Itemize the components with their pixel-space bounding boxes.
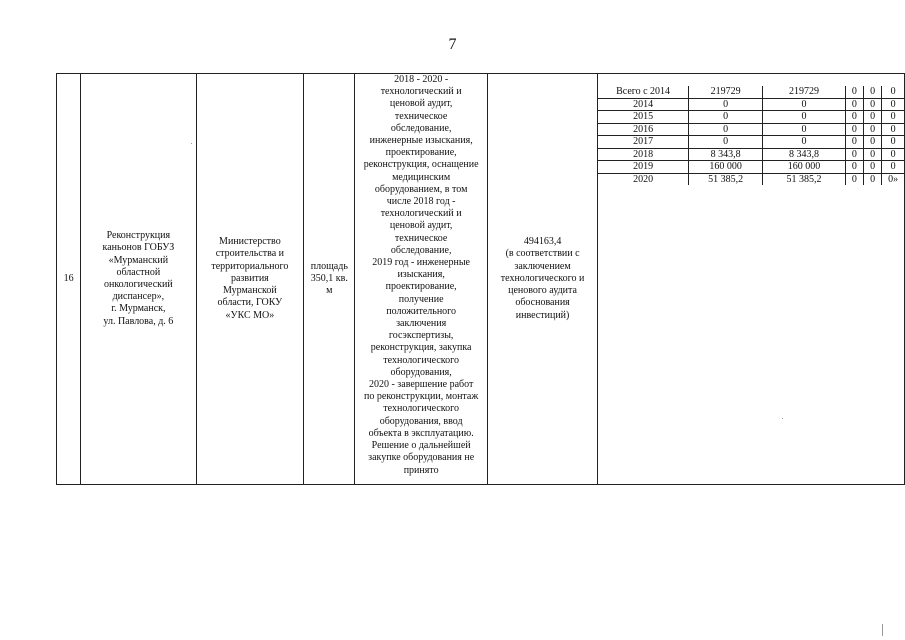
fin-year: 2020 [598, 173, 688, 185]
fin-year: 2018 [598, 148, 688, 161]
fin-col-3: 0 [882, 161, 904, 174]
fin-total: 8 343,8 [688, 148, 762, 161]
financing-table [598, 86, 904, 185]
row-number: 16 [57, 74, 81, 485]
financing-row [598, 173, 904, 185]
fin-col-2: 0 [863, 161, 881, 174]
work-stages-cell: 2018 - 2020 - технологический и ценовой аудит, техническое обследование, инженерные изыскания, проектирование, реконструкция, оснащение медицинским оборудованием, в том числе 2018 год - технологический и ценовой аудит, техническое обследование, 2019 год - инженерные изыскания, проектирование, получение положительного заключения госэкспертизы, реконструкция, закупка технологического оборудования, 2020 - завершение работ по реконструкции, монтаж технологического оборудования, ввод объекта в эксплуатацию. Решение о дальнейшей закупке оборудования не принято [355, 74, 487, 485]
fin-regional: 0 [763, 98, 845, 111]
fin-year: 2017 [598, 136, 688, 149]
financing-row [598, 98, 904, 111]
fin-regional: 51 385,2 [763, 173, 845, 185]
capacity-cell: площадь 350,1 кв. м [304, 74, 355, 485]
page-number: 7 [448, 36, 457, 53]
fin-total: 160 000 [688, 161, 762, 174]
fin-col-2: 0 [863, 136, 881, 149]
financing-row [598, 86, 904, 98]
fin-total: 51 385,2 [688, 173, 762, 185]
fin-col-3: 0» [882, 173, 904, 185]
fin-col-2: 0 [863, 98, 881, 111]
fin-regional: 160 000 [763, 161, 845, 174]
fin-total: 0 [688, 111, 762, 124]
fin-total: 0 [688, 123, 762, 136]
fin-col-3: 0 [882, 111, 904, 124]
fin-col-2: 0 [863, 148, 881, 161]
fin-col-3: 0 [882, 136, 904, 149]
fin-col-3: 0 [882, 86, 904, 98]
fin-col-1: 0 [845, 86, 863, 98]
fin-total: 219729 [688, 86, 762, 98]
fin-regional: 8 343,8 [763, 148, 845, 161]
fin-col-2: 0 [863, 86, 881, 98]
fin-col-3: 0 [882, 123, 904, 136]
fin-col-1: 0 [845, 111, 863, 124]
customer-cell: Министерство строительства и территориального развития Мурманской области, ГОКУ «УКС МО» [196, 74, 304, 485]
financing-cell [598, 74, 905, 485]
fin-col-1: 0 [845, 173, 863, 185]
scan-mark [882, 624, 883, 636]
financing-row [598, 136, 904, 149]
fin-col-1: 0 [845, 123, 863, 136]
fin-total: 0 [688, 98, 762, 111]
fin-regional: 0 [763, 136, 845, 149]
fin-col-3: 0 [882, 148, 904, 161]
fin-regional: 0 [763, 123, 845, 136]
scan-mark [191, 143, 192, 144]
financing-row [598, 161, 904, 174]
estimated-cost-cell: 494163,4 (в соответствии с заключением технологического и ценового аудита обоснования инвестиций) [487, 74, 597, 485]
fin-col-1: 0 [845, 136, 863, 149]
fin-regional: 219729 [763, 86, 845, 98]
fin-year: 2019 [598, 161, 688, 174]
fin-col-1: 0 [845, 98, 863, 111]
table-row [57, 74, 905, 485]
financing-row [598, 123, 904, 136]
fin-regional: 0 [763, 111, 845, 124]
fin-col-1: 0 [845, 161, 863, 174]
fin-col-1: 0 [845, 148, 863, 161]
scan-mark [782, 418, 783, 419]
fin-col-2: 0 [863, 173, 881, 185]
fin-col-3: 0 [882, 98, 904, 111]
fin-total: 0 [688, 136, 762, 149]
fin-col-2: 0 [863, 123, 881, 136]
financing-row [598, 148, 904, 161]
fin-year: 2015 [598, 111, 688, 124]
investment-table [56, 73, 905, 485]
fin-year: 2016 [598, 123, 688, 136]
fin-year: 2014 [598, 98, 688, 111]
fin-col-2: 0 [863, 111, 881, 124]
object-name-cell: Реконструкция каньонов ГОБУЗ «Мурманский областной онкологический диспансер», г. Мурманск, ул. Павлова, д. 6 [81, 74, 196, 485]
financing-row [598, 111, 904, 124]
fin-year: Всего с 2014 [598, 86, 688, 98]
